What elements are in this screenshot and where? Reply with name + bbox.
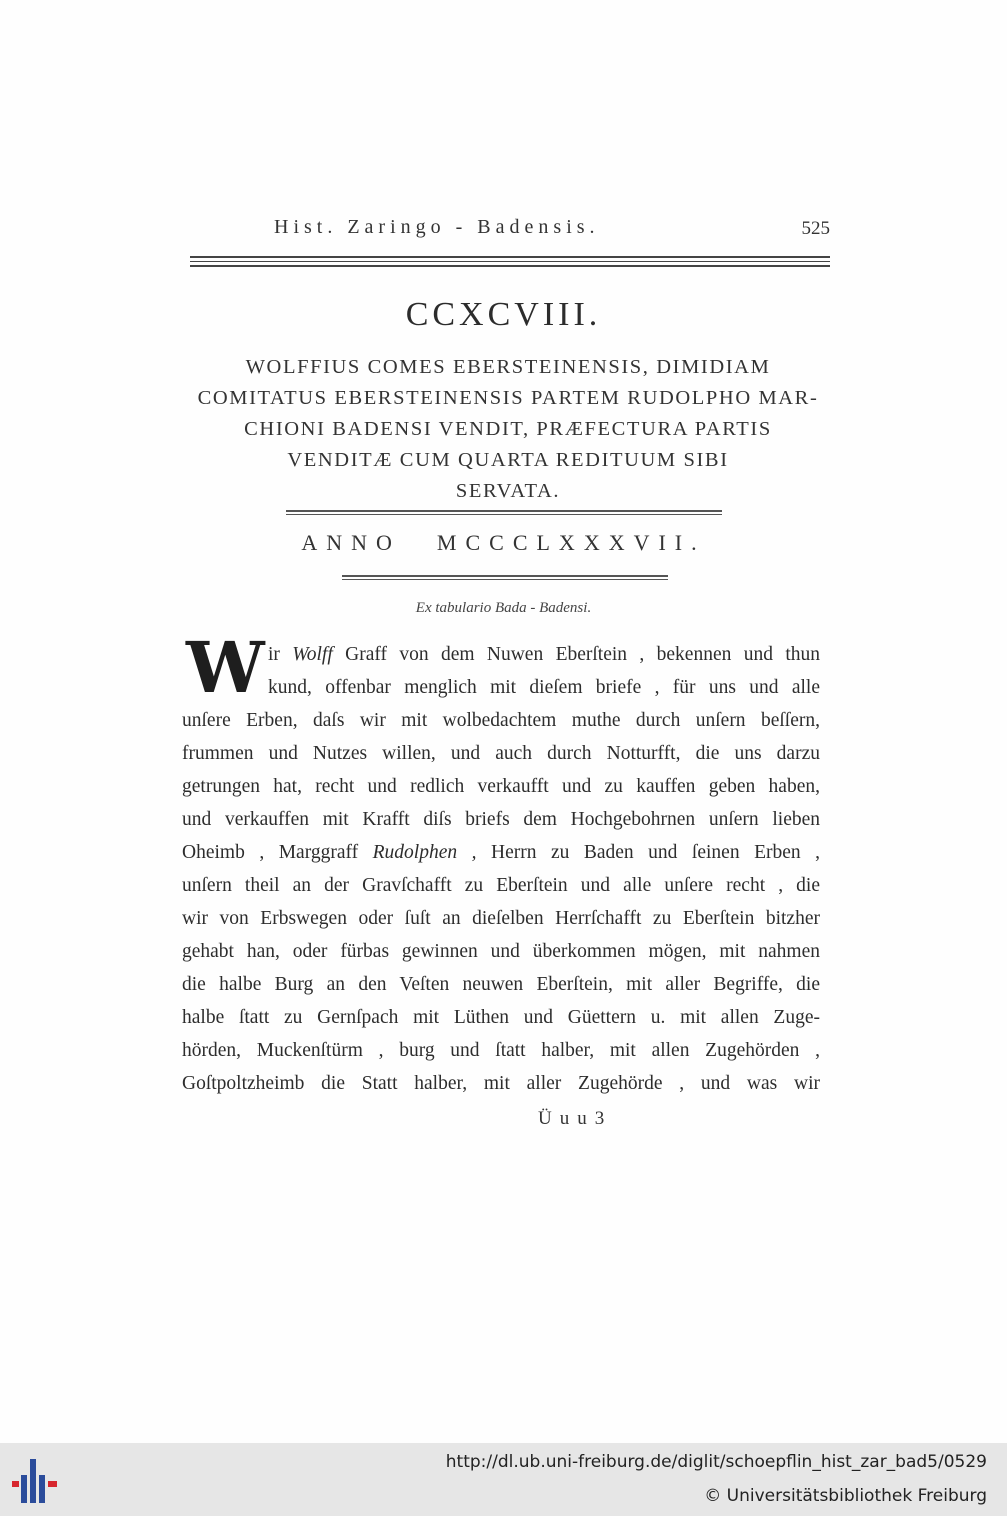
- text-line: [182, 836, 820, 869]
- text-line: [182, 671, 820, 704]
- divider-rule: [342, 575, 668, 577]
- head-rule: [190, 261, 830, 262]
- italic-name: Wolff: [292, 644, 333, 665]
- text-span: Goſtpoltzheimb die Statt halber, mit aller Zugehörde , und was wir: [182, 1073, 820, 1094]
- heading-line: WOLFFIUS COMES EBERSTEINENSIS, DIMIDIAM: [245, 356, 771, 378]
- text-span: unſern theil an der Gravſchafft zu Eberſtein und alle unſere recht , die: [182, 875, 820, 896]
- heading-line: VENDITÆ CUM QUARTA REDITUUM SIBI: [287, 449, 729, 471]
- charter-heading: [178, 352, 838, 507]
- head-rule: [190, 256, 830, 258]
- text-line: [182, 770, 820, 803]
- text-line: [182, 902, 820, 935]
- text-line: [182, 704, 820, 737]
- text-line: [182, 803, 820, 836]
- page-number: 525: [801, 218, 830, 239]
- text-span: frummen und Nutzes willen, und auch durch Notturfft, die uns darzu: [182, 743, 820, 764]
- charter-year: [0, 530, 1007, 556]
- text-span: Graff von dem Nuwen Eberſtein , bekennen und thun: [332, 644, 820, 665]
- running-head: [190, 216, 830, 246]
- footer-copyright: © Universitätsbibliothek Freiburg: [704, 1486, 987, 1506]
- text-span: die halbe Burg an den Veſten neuwen Eberſtein, mit aller Begriffe, die: [182, 974, 820, 995]
- running-title: Hist. Zaringo - Badensis.: [274, 216, 600, 238]
- source-note: Ex tabulario Bada - Badensi.: [415, 600, 592, 616]
- anno-label: ANNO: [301, 530, 401, 555]
- divider-rule: [286, 514, 722, 515]
- text-line: [182, 737, 820, 770]
- text-span: kund, offenbar menglich mit dieſem briefe , für uns und alle: [268, 677, 820, 698]
- text-line: [182, 638, 820, 671]
- text-line: [182, 935, 820, 968]
- text-span: und verkauffen mit Krafft diſs briefs dem Hochgebohrnen unſern lieben: [182, 809, 820, 830]
- divider-rule: [286, 510, 722, 512]
- footer-url-link[interactable]: http://dl.ub.uni-freiburg.de/diglit/schoepflin_hist_zar_bad5/0529: [445, 1452, 987, 1472]
- divider-rule: [342, 579, 668, 580]
- catchword: Üuu3: [538, 1108, 613, 1129]
- heading-line: COMITATUS EBERSTEINENSIS PARTEM RUDOLPHO MAR-: [197, 387, 819, 409]
- text-line: [182, 1034, 820, 1067]
- charter-number: CCXCVIII.: [405, 296, 602, 333]
- text-span: wir von Erbswegen oder ſuſt an dieſelben Herrſchafft zu Eberſtein bitzher: [182, 908, 820, 929]
- body-text: [182, 638, 820, 1100]
- heading-line: SERVATA.: [455, 480, 561, 502]
- footer-bar: [0, 1443, 1007, 1516]
- text-line: [182, 869, 820, 902]
- library-logo-icon: [10, 1455, 66, 1507]
- text-span: ir: [268, 644, 293, 665]
- text-line: [182, 968, 820, 1001]
- drop-cap-initial: W: [186, 626, 265, 709]
- text-span: gehabt han, oder fürbas gewinnen und überkommen mögen, mit nahmen: [182, 941, 820, 962]
- text-line: [182, 1001, 820, 1034]
- text-span: halbe ſtatt zu Gernſpach mit Lüthen und Güettern u. mit allen Zuge-: [182, 1007, 820, 1028]
- text-line: [182, 1067, 820, 1100]
- text-span: unſere Erben, daſs wir mit wolbedachtem muthe durch unſern beſſern,: [182, 710, 820, 731]
- text-span: getrungen hat, recht und redlich verkaufft und zu kauffen geben haben,: [182, 776, 820, 797]
- text-span: hörden, Muckenſtürm , burg und ſtatt halber, mit allen Zugehörden ,: [182, 1040, 820, 1061]
- italic-name: Rudolphen ,: [372, 842, 477, 863]
- text-span: Oheimb , Marggraff: [182, 842, 373, 863]
- heading-line: CHIONI BADENSI VENDIT, PRÆFECTURA PARTIS: [244, 418, 772, 440]
- text-span: Herrn zu Baden und ſeinen Erben ,: [476, 842, 821, 863]
- year-value: MCCCLXXXVII.: [436, 530, 706, 555]
- head-rule: [190, 265, 830, 267]
